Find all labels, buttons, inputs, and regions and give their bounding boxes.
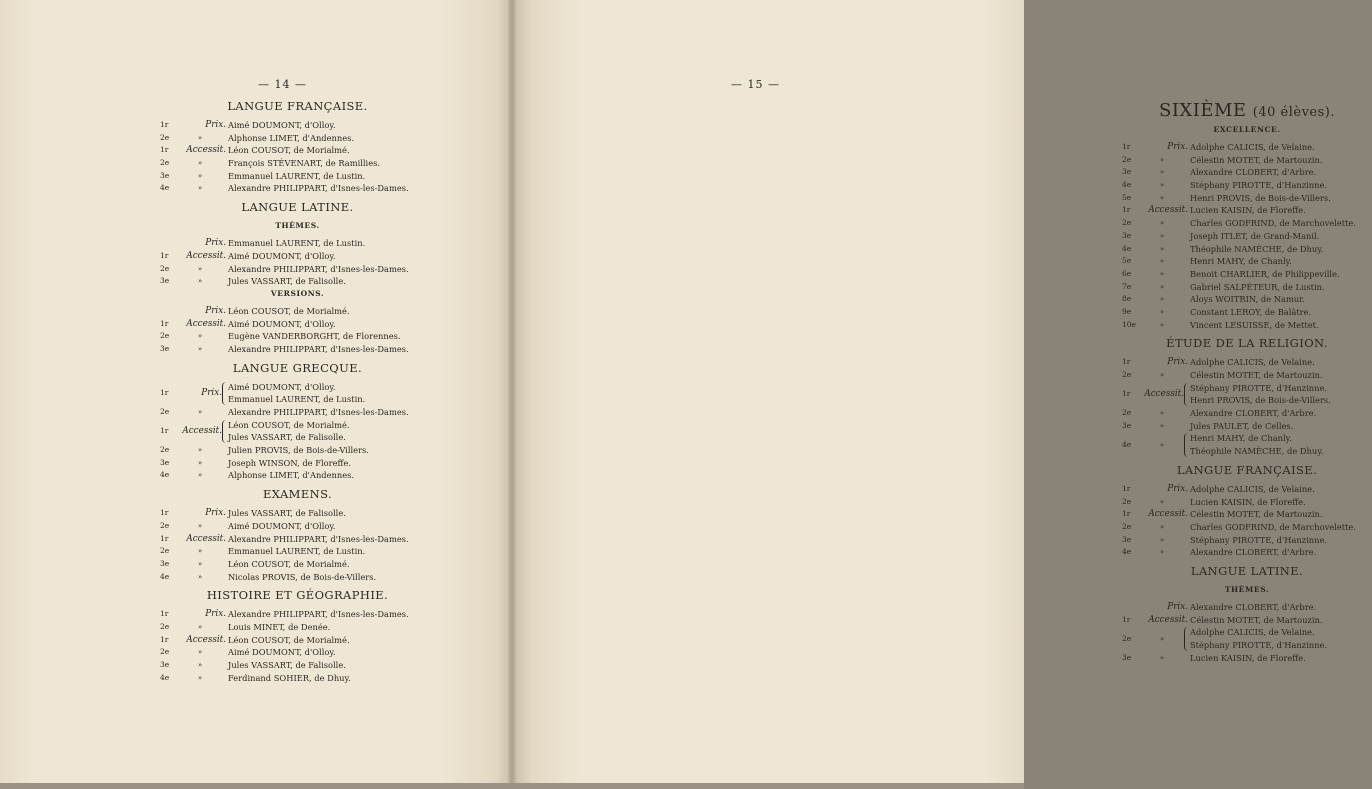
student-name: Charles GODFRIND, de Marchovelette.: [1190, 521, 1356, 532]
award-label: Prix.: [1167, 601, 1188, 612]
right-page-content: [1122, 98, 1372, 664]
rank-label: 2e: [160, 546, 170, 556]
award-row: [160, 132, 435, 145]
student-name: Henri PROVIS, de Bois-de-Villers.: [1190, 192, 1331, 203]
rank-label: 3e: [1122, 652, 1132, 662]
student-name: François STÉVENART, de Ramillies.: [228, 158, 380, 169]
rank-label: 1r: [1122, 142, 1131, 151]
student-name: Constant LEROY, de Balâtre.: [1190, 306, 1312, 317]
student-name: Henri MAHY, de Chanly.: [1190, 433, 1292, 444]
award-row: [160, 305, 435, 318]
award-label: »: [1159, 282, 1165, 291]
student-name: Emmanuel LAURENT, de Lustin.: [228, 546, 366, 557]
student-name: Adolphe CALICIS, de Velaine.: [1190, 483, 1315, 494]
student-name: Aloys WOITRIN, de Namur.: [1190, 294, 1305, 305]
tied-award-group: [1122, 382, 1372, 407]
award-row: [160, 318, 435, 331]
section-heading: ÉTUDE DE LA RELIGION.: [1166, 336, 1328, 351]
award-label: Accessit.: [1148, 509, 1188, 520]
student-name: Benoit CHARLIER, de Philippeville.: [1190, 268, 1340, 279]
award-label: »: [1159, 535, 1165, 544]
award-label: Prix.: [205, 305, 226, 316]
brace-mark: [1184, 383, 1189, 406]
student-name: Emmanuel LAURENT, de Lustin.: [228, 394, 366, 405]
award-label: »: [1159, 307, 1165, 316]
award-row: [1122, 652, 1372, 665]
award-row: [160, 170, 435, 183]
award-row: [1122, 306, 1372, 319]
student-name: Alexandre PHILIPPART, d'Isnes-les-Dames.: [228, 533, 409, 544]
award-row: [160, 275, 435, 288]
rank-label: 4e: [160, 672, 170, 682]
award-label: Accessit.: [1148, 205, 1188, 216]
award-label: »: [197, 171, 203, 180]
student-name: Stéphany PIROTTE, d'Hanzinne.: [1190, 534, 1328, 545]
award-label: »: [197, 622, 203, 631]
award-row: [1122, 319, 1372, 332]
award-label: Prix.: [205, 508, 226, 519]
award-row: [160, 659, 435, 672]
rank-label: 1r: [160, 634, 169, 644]
student-name: Adolphe CALICIS, de Velaine.: [1190, 627, 1315, 638]
rank-label: 6e: [1122, 268, 1132, 278]
award-row: [160, 330, 435, 343]
student-name: Henri MAHY, de Chanly.: [1190, 256, 1292, 267]
award-label: »: [1159, 320, 1165, 329]
section-heading: LANGUE FRANÇAISE.: [227, 99, 368, 113]
award-label: »: [1159, 155, 1165, 164]
award-label: »: [197, 332, 203, 341]
student-name: Jules VASSART, de Falisolle.: [228, 508, 346, 519]
award-label: »: [1159, 168, 1165, 177]
award-row: [1122, 166, 1372, 179]
class-title-sub: (40 élèves).: [1252, 105, 1336, 120]
award-row: [160, 263, 435, 276]
brace-mark: [222, 382, 227, 405]
award-row: [1122, 614, 1372, 627]
award-label: »: [1159, 295, 1165, 304]
rank-label: 2e: [1122, 218, 1132, 228]
award-row: [160, 343, 435, 356]
student-name: Célestin MOTET, de Martouzin.: [1190, 509, 1323, 520]
award-label: »: [1159, 409, 1165, 418]
award-label: »: [1159, 181, 1165, 190]
student-name: Alphonse LIMET, d'Andennes.: [228, 132, 355, 143]
student-name: Ferdinand SOHIER, de Dhuy.: [228, 672, 351, 683]
tied-names: [1190, 382, 1331, 407]
award-row: [1122, 521, 1372, 534]
left-page: [0, 0, 512, 789]
award-label: Accessit.: [186, 533, 226, 544]
rank-label: 3e: [160, 457, 170, 467]
student-name: Célestin MOTET, de Martouzin.: [1190, 154, 1323, 165]
student-name: Célestin MOTET, de Martouzin.: [1190, 614, 1323, 625]
student-name: Léon COUSOT, de Morialmé.: [228, 145, 350, 156]
award-row: [160, 237, 435, 250]
rank-label: 1r: [1122, 205, 1131, 215]
rank-label: 2e: [160, 132, 170, 142]
award-row: [1122, 204, 1372, 217]
tied-award-group: [1122, 432, 1372, 457]
rank-label: 3e: [160, 276, 170, 286]
student-name: Adolphe CALICIS, de Velaine.: [1190, 357, 1315, 368]
rank-label: 1r: [160, 508, 169, 518]
award-row: [1122, 154, 1372, 167]
award-row: [160, 182, 435, 195]
student-name: Vincent LESUISSE, de Mettet.: [1190, 319, 1319, 330]
left-page-content: [160, 94, 435, 684]
student-name: Aimé DOUMONT, d'Olloy.: [228, 120, 336, 130]
student-name: Alexandre CLOBERT, d'Arbre.: [1190, 167, 1317, 178]
student-name: Alexandre PHILIPPART, d'Isnes-les-Dames.: [228, 183, 409, 194]
rank-label: 4e: [1122, 243, 1132, 253]
student-name: Stéphany PIROTTE, d'Hanzinne.: [1190, 382, 1328, 393]
award-label: Prix.: [201, 387, 222, 398]
section-heading: HISTOIRE ET GÉOGRAPHIE.: [206, 588, 389, 603]
award-label: »: [1159, 244, 1165, 253]
award-label: »: [197, 159, 203, 168]
rank-label: 1r: [160, 145, 169, 155]
award-label: Prix.: [205, 609, 226, 620]
rank-label: 2e: [1122, 496, 1132, 506]
student-name: Aimé DOUMONT, d'Olloy.: [228, 250, 336, 261]
page-number: — 15 —: [731, 78, 780, 91]
student-name: Julien PROVIS, de Bois-de-Villers.: [228, 445, 369, 456]
rank-label: 3e: [160, 558, 170, 568]
award-row: [1122, 192, 1372, 205]
award-row: [1122, 230, 1372, 243]
award-row: [160, 444, 435, 457]
award-label: »: [197, 264, 203, 273]
student-name: Théophile NAMÈCHE, de Dhuy.: [1190, 243, 1324, 254]
award-row: [1122, 496, 1372, 509]
award-row: [1122, 217, 1372, 230]
student-name: Léon COUSOT, de Morialmé.: [228, 558, 350, 569]
award-row: [1122, 369, 1372, 382]
award-row: [160, 469, 435, 482]
rank-label: 1r: [160, 609, 169, 619]
rank-label: 1r: [160, 250, 169, 260]
rank-label: 2e: [160, 520, 170, 530]
award-row: [160, 634, 435, 647]
award-label: »: [197, 661, 203, 670]
award-label: Accessit.: [186, 318, 226, 329]
student-name: Aimé DOUMONT, d'Olloy.: [228, 318, 336, 329]
student-name: Henri PROVIS, de Bois-de-Villers.: [1190, 395, 1331, 406]
award-row: [1122, 281, 1372, 294]
rank-label: 2e: [1122, 408, 1132, 418]
award-label: »: [197, 521, 203, 530]
student-name: Joseph ITLET, de Grand-Manil.: [1190, 230, 1320, 241]
award-label: »: [1159, 371, 1165, 379]
rank-label: 4e: [1122, 547, 1132, 557]
award-row: [1122, 534, 1372, 547]
rank-label: 2e: [1122, 370, 1132, 379]
rank-label: 1r: [1122, 483, 1131, 493]
student-name: Léon COUSOT, de Morialmé.: [228, 419, 350, 430]
award-label: »: [197, 673, 203, 682]
award-label: Accessit.: [1148, 614, 1188, 625]
student-name: Aimé DOUMONT, d'Olloy.: [228, 647, 336, 658]
class-title: [1122, 98, 1372, 124]
rank-label: 3e: [160, 343, 170, 353]
student-name: Alexandre CLOBERT, d'Arbre.: [1190, 601, 1317, 612]
award-row: [160, 250, 435, 263]
student-name: Jules PAULET, de Celles.: [1190, 420, 1294, 431]
section-heading: LANGUE FRANÇAISE.: [1176, 462, 1318, 477]
award-label: »: [1159, 548, 1165, 557]
tied-names: [1190, 626, 1327, 651]
rank-label: 1r: [160, 387, 169, 397]
award-row: [1122, 407, 1372, 420]
rank-label: 3e: [1122, 167, 1132, 177]
rank-label: 2e: [160, 331, 170, 341]
award-label: »: [1159, 653, 1165, 662]
student-name: Adolphe CALICIS, de Velaine.: [1190, 142, 1315, 152]
subsection-heading: THÈMES.: [275, 221, 320, 231]
award-label: »: [1159, 257, 1165, 266]
award-row: [1122, 356, 1372, 369]
student-name: Alphonse LIMET, d'Andennes.: [228, 470, 355, 481]
student-name: Stéphany PIROTTE, d'Hanzinne.: [1190, 640, 1328, 651]
student-name: Joseph WINSON, de Floreffe.: [228, 457, 351, 468]
tied-award-group: [1122, 626, 1372, 651]
award-label: »: [1159, 193, 1165, 202]
rank-label: 2e: [160, 158, 170, 168]
award-row: [1122, 420, 1372, 433]
student-name: Théophile NAMÈCHE, de Dhuy.: [1190, 446, 1324, 457]
tied-names: [228, 419, 350, 444]
book-gutter: [508, 0, 516, 789]
award-row: [160, 119, 435, 132]
subsection-heading: VERSIONS.: [270, 288, 325, 298]
rank-label: 1r: [160, 120, 169, 129]
student-name: Célestin MOTET, de Martouzin.: [1190, 370, 1323, 380]
award-label: »: [197, 184, 203, 193]
rank-label: 4e: [1122, 439, 1132, 449]
award-row: [160, 520, 435, 533]
award-label: »: [1159, 421, 1165, 430]
award-row: [160, 457, 435, 470]
rank-label: 3e: [1122, 230, 1132, 240]
rank-label: 3e: [1122, 420, 1132, 430]
student-name: Lucien KAISIN, de Floreffe.: [1190, 496, 1306, 507]
student-name: Gabriel SALPÉTEUR, de Lustin.: [1190, 281, 1325, 292]
award-label: »: [1159, 522, 1165, 531]
award-row: [1122, 243, 1372, 256]
brace-mark: [222, 420, 227, 443]
award-row: [1122, 508, 1372, 521]
award-row: [160, 608, 435, 621]
award-label: »: [197, 648, 203, 657]
award-label: »: [1159, 231, 1165, 240]
rank-label: 2e: [160, 263, 170, 273]
rank-label: 1r: [1122, 389, 1131, 399]
rank-label: 5e: [1122, 192, 1132, 202]
award-row: [160, 545, 435, 558]
award-label: »: [197, 471, 203, 480]
page-edge: [0, 783, 1024, 789]
rank-label: 2e: [1122, 154, 1132, 164]
rank-label: 1r: [1122, 614, 1131, 624]
award-label: »: [197, 547, 203, 556]
rank-label: 2e: [160, 445, 170, 455]
award-label: »: [197, 559, 203, 568]
tied-names: [1190, 432, 1323, 457]
award-row: [160, 646, 435, 659]
page-number: — 14 —: [258, 78, 307, 91]
student-name: Jules VASSART, de Falisolle.: [228, 660, 346, 671]
rank-label: 2e: [1122, 633, 1132, 643]
rank-label: 8e: [1122, 294, 1132, 304]
right-page: [512, 0, 1356, 789]
award-label: Prix.: [205, 238, 226, 249]
section-heading: LANGUE LATINE.: [241, 200, 354, 215]
student-name: Emmanuel LAURENT, de Lustin.: [228, 170, 366, 181]
award-label: »: [197, 133, 203, 142]
student-name: Lucien KAISIN, de Floreffe.: [1190, 205, 1306, 216]
award-label: »: [1159, 219, 1165, 228]
award-row: [1122, 293, 1372, 306]
award-row: [160, 157, 435, 170]
student-name: Charles GODFRIND, de Marchovelette.: [1190, 218, 1356, 229]
rank-label: 3e: [160, 170, 170, 180]
award-label: »: [1159, 497, 1165, 506]
student-name: Stéphany PIROTTE, d'Hanzinne.: [1190, 180, 1328, 191]
award-label: Prix.: [1167, 483, 1188, 494]
award-label: Prix.: [1167, 142, 1188, 152]
rank-label: 4e: [160, 470, 170, 480]
student-name: Alexandre PHILIPPART, d'Isnes-les-Dames.: [228, 263, 409, 274]
rank-label: 4e: [160, 183, 170, 193]
award-row: [160, 533, 435, 546]
student-name: Alexandre PHILIPPART, d'Isnes-les-Dames.: [228, 609, 409, 620]
rank-label: 1r: [160, 533, 169, 543]
student-name: Alexandre CLOBERT, d'Arbre.: [1190, 408, 1317, 419]
rank-label: 4e: [1122, 180, 1132, 190]
award-row: [160, 507, 435, 520]
award-row: [1122, 141, 1372, 154]
award-label: »: [197, 344, 203, 353]
student-name: Jules VASSART, de Falisolle.: [228, 276, 346, 287]
award-label: »: [197, 277, 203, 286]
award-label: »: [197, 446, 203, 455]
award-label: »: [197, 408, 203, 417]
student-name: Eugène VANDERBORGHT, de Florennes.: [228, 331, 401, 342]
rank-label: 9e: [1122, 306, 1132, 316]
award-row: [160, 406, 435, 419]
award-label: »: [197, 458, 203, 467]
rank-label: 2e: [160, 647, 170, 657]
rank-label: 1r: [1122, 509, 1131, 519]
rank-label: 7e: [1122, 281, 1132, 291]
subsection-heading: EXCELLENCE.: [1213, 125, 1281, 134]
section-heading: LANGUE GRECQUE.: [232, 360, 363, 375]
student-name: Nicolas PROVIS, de Bois-de-Villers.: [228, 571, 377, 582]
rank-label: 3e: [160, 660, 170, 670]
subsection-heading: THÈMES.: [1224, 584, 1270, 594]
brace-mark: [1184, 627, 1189, 650]
rank-label: 1r: [1122, 357, 1131, 367]
award-label: »: [197, 572, 203, 581]
section-heading: LANGUE LATINE.: [1190, 563, 1304, 578]
award-label: »: [1159, 634, 1165, 643]
rank-label: 1r: [160, 426, 169, 436]
student-name: Léon COUSOT, de Morialmé.: [228, 634, 350, 645]
award-row: [160, 571, 435, 584]
award-row: [1122, 268, 1372, 281]
tied-award-group: [160, 381, 435, 406]
award-row: [1122, 601, 1372, 614]
student-name: Louis MINET, de Denée.: [228, 621, 331, 632]
award-label: Prix.: [205, 120, 226, 130]
student-name: Jules VASSART, de Falisolle.: [228, 432, 346, 443]
award-label: Accessit.: [182, 426, 222, 437]
tied-names: [228, 381, 365, 406]
award-label: Accessit.: [186, 145, 226, 156]
rank-label: 2e: [1122, 521, 1132, 531]
award-row: [160, 672, 435, 685]
award-row: [160, 144, 435, 157]
rank-label: 10e: [1122, 319, 1136, 329]
award-label: »: [1159, 269, 1165, 278]
rank-label: 3e: [1122, 534, 1132, 544]
award-row: [1122, 255, 1372, 268]
rank-label: 1r: [160, 318, 169, 328]
student-name: Léon COUSOT, de Morialmé.: [228, 305, 350, 316]
rank-label: 2e: [160, 407, 170, 417]
brace-mark: [1184, 433, 1189, 456]
student-name: Emmanuel LAURENT, de Lustin.: [228, 238, 366, 249]
student-name: Aimé DOUMONT, d'Olloy.: [228, 520, 336, 531]
award-row: [1122, 546, 1372, 559]
award-label: »: [1159, 440, 1165, 449]
award-label: Prix.: [1167, 357, 1188, 368]
tied-award-group: [160, 419, 435, 444]
student-name: Aimé DOUMONT, d'Olloy.: [228, 381, 336, 392]
class-title-main: SIXIÈME: [1158, 100, 1247, 121]
award-row: [160, 558, 435, 571]
award-label: Accessit.: [186, 250, 226, 261]
award-row: [160, 621, 435, 634]
rank-label: 5e: [1122, 256, 1132, 266]
rank-label: 4e: [160, 571, 170, 581]
award-row: [1122, 483, 1372, 496]
student-name: Alexandre PHILIPPART, d'Isnes-les-Dames.: [228, 407, 409, 418]
student-name: Lucien KAISIN, de Floreffe.: [1190, 652, 1306, 663]
student-name: Alexandre CLOBERT, d'Arbre.: [1190, 547, 1317, 558]
section-heading: EXAMENS.: [262, 487, 333, 502]
award-label: Accessit.: [1144, 389, 1184, 400]
award-label: Accessit.: [186, 634, 226, 645]
award-row: [1122, 179, 1372, 192]
rank-label: 2e: [160, 621, 170, 631]
student-name: Alexandre PHILIPPART, d'Isnes-les-Dames.: [228, 343, 409, 354]
